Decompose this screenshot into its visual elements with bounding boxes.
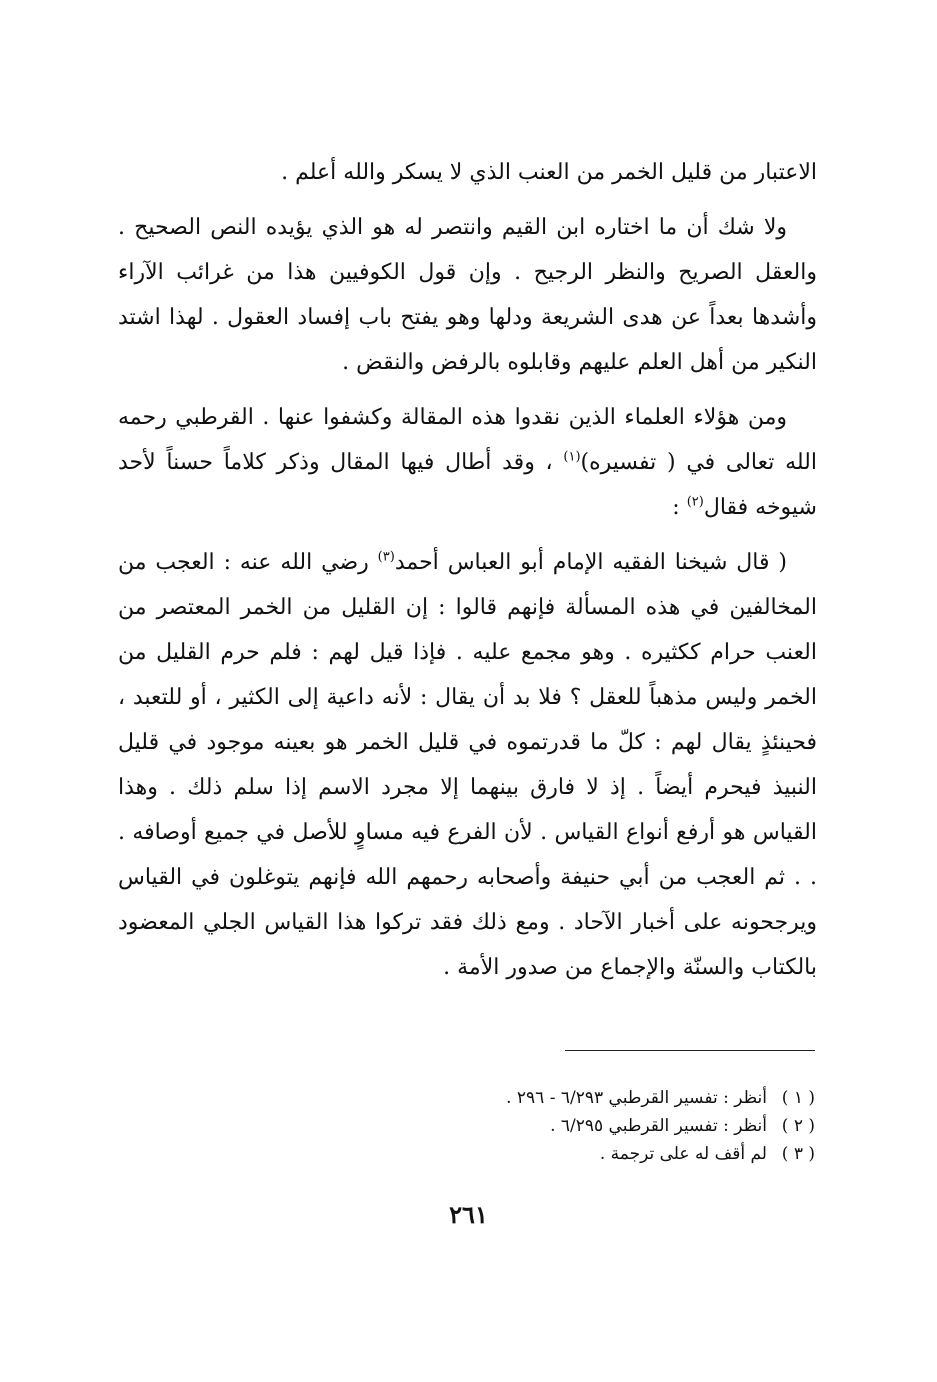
paragraph-4-part-2: رضي الله عنه : العجب من المخالفين في هذه المسألة فإنهم قالوا : إن القليل من الخمر المعتصر من العنب حرام ككثيره . وهو مجمع عليه . فإذا قيل لهم : فلم حرم القليل من الخمر وليس مذهباً للعقل ؟ فلا بد أن يقال : لأنه داعية إلى الكثير ، أو للتعبد ، فحينئذٍ يقال لهم : كلّ ما قدرتموه في قليل الخمر هو بعينه موجود في قليل النبيذ فيحرم أيضاً . إذ لا فارق بينهما إلا مجرد الاسم إذا سلم ذلك . وهذا القياس هو أرفع أنواع القياس . لأن الفرع فيه مساوٍ للأصل في جميع أوصافه . . . ثم العجب من أبي حنيفة وأصحابه رحمهم الله فإنهم يتوغلون في القياس ويرجحونه على أخبار الآحاد . ومع ذلك فقد تركوا هذا القياس الجلي المعضود بالكتاب والسنّة والإجماع من صدور الأمة .: [118, 550, 817, 980]
footnote-text: أنظر : تفسير القرطبي ٦/٢٩٥ .: [550, 1116, 767, 1136]
paragraph-3-part-1: ومن هؤلاء العلماء الذين نقدوا هذه المقالة وكشفوا عنها . القرطبي رحمه الله تعالى في ( تفسيره): [118, 405, 817, 475]
paragraph-3: [118, 395, 817, 530]
footnote-ref-1: (١): [563, 449, 581, 465]
paragraph-3-part-3: :: [672, 495, 687, 520]
page-number: ٢٦١: [449, 1200, 488, 1229]
paragraph-2-text: ولا شك أن ما اختاره ابن القيم وانتصر له هو الذي يؤيده النص الصحيح . والعقل الصريح والنظر الرجيح . وإن قول الكوفيين هذا من غرائب الآراء وأشدها بعداً عن هدى الشريعة ودلها وهو يفتح باب إفساد العقول . لهذا اشتد النكير من أهل العلم عليهم وقابلوه بالرفض والنقض .: [118, 215, 817, 375]
paragraph-1-text: الاعتبار من قليل الخمر من العنب الذي لا يسكر والله أعلم .: [281, 160, 817, 185]
paragraph-4: [118, 540, 817, 990]
footnote-number: ( ٣ ): [781, 1144, 815, 1164]
footnote-number: ( ١ ): [781, 1088, 815, 1108]
paragraph-2: [118, 205, 817, 385]
footnote-divider: [565, 1050, 815, 1051]
paragraph-1: [118, 150, 817, 195]
main-text: [118, 150, 817, 990]
footnote-text: أنظر : تفسير القرطبي ٦/٢٩٣ - ٢٩٦ .: [506, 1088, 767, 1108]
footnote-1: [300, 1084, 815, 1112]
paragraph-4-part-1: ( قال شيخنا الفقيه الإمام أبو العباس أحمد: [394, 550, 787, 575]
footnote-ref-3: (٣): [377, 549, 395, 565]
footnotes: [300, 1084, 815, 1168]
footnote-3: [300, 1140, 815, 1168]
paragraph-3-part-2: ، وقد أطال فيها المقال وذكر كلاماً حسناً لأحد شيوخه فقال: [118, 450, 817, 520]
footnote-2: [300, 1112, 815, 1140]
footnote-text: لم أقف له على ترجمة .: [599, 1144, 767, 1164]
footnote-ref-2: (٢): [686, 494, 704, 510]
footnote-number: ( ٢ ): [781, 1116, 815, 1136]
